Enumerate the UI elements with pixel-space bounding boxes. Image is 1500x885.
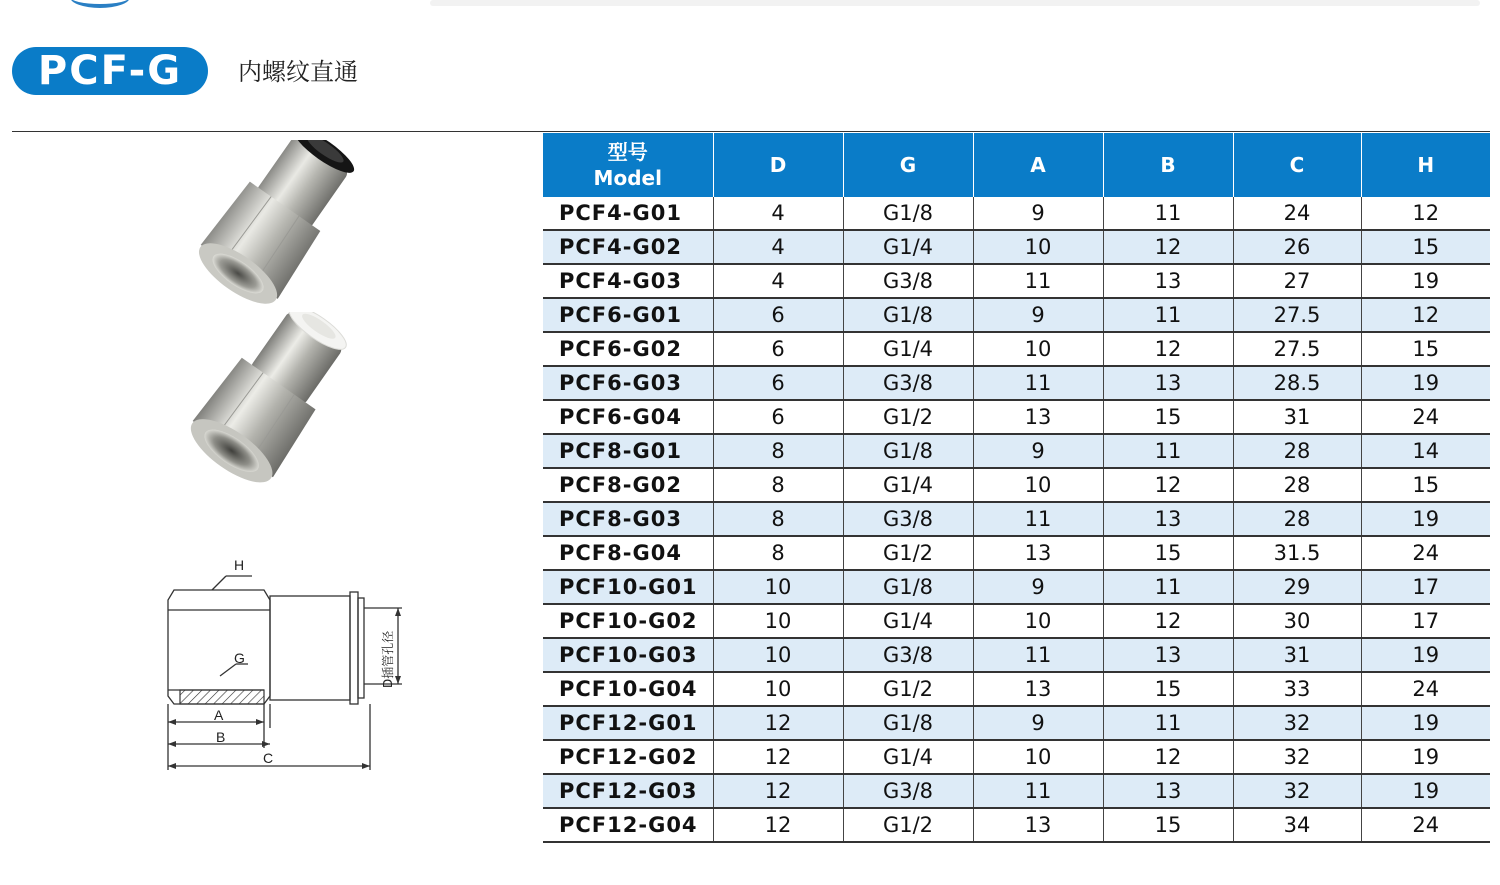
cell-h: 15: [1361, 332, 1490, 366]
col-g: G: [843, 133, 973, 197]
table-row: [543, 197, 1490, 230]
cell-b: 12: [1103, 230, 1233, 264]
cell-model: PCF6-G01: [543, 298, 713, 332]
table-row: [543, 638, 1490, 672]
label-h: H: [234, 557, 245, 573]
table-row: [543, 774, 1490, 808]
cell-model: PCF6-G02: [543, 332, 713, 366]
cell-g: G1/8: [843, 298, 973, 332]
cell-h: 15: [1361, 230, 1490, 264]
cell-d: 4: [713, 264, 843, 298]
cell-b: 11: [1103, 706, 1233, 740]
cell-a: 11: [973, 638, 1103, 672]
cell-b: 11: [1103, 197, 1233, 230]
cell-a: 11: [973, 264, 1103, 298]
cell-d: 8: [713, 502, 843, 536]
cell-model: PCF10-G01: [543, 570, 713, 604]
top-decor-bar: [430, 0, 1480, 6]
cell-c: 32: [1233, 740, 1361, 774]
cell-b: 12: [1103, 468, 1233, 502]
table-row: [543, 434, 1490, 468]
cell-b: 12: [1103, 740, 1233, 774]
cell-c: 31.5: [1233, 536, 1361, 570]
cell-b: 13: [1103, 366, 1233, 400]
label-g: G: [234, 650, 245, 666]
cell-c: 29: [1233, 570, 1361, 604]
cell-a: 11: [973, 502, 1103, 536]
cell-a: 13: [973, 808, 1103, 842]
table-row: [543, 672, 1490, 706]
cell-g: G1/8: [843, 434, 973, 468]
cell-model: PCF10-G04: [543, 672, 713, 706]
cell-c: 24: [1233, 197, 1361, 230]
cell-a: 13: [973, 400, 1103, 434]
cell-d: 4: [713, 230, 843, 264]
col-model-en: Model: [593, 166, 662, 190]
series-badge: PCF-G: [12, 47, 208, 95]
cell-d: 6: [713, 366, 843, 400]
cell-h: 19: [1361, 774, 1490, 808]
cell-d: 12: [713, 740, 843, 774]
cell-d: 6: [713, 332, 843, 366]
cell-model: PCF4-G01: [543, 197, 713, 230]
cell-g: G1/8: [843, 570, 973, 604]
table-row: [543, 740, 1490, 774]
table-row: [543, 400, 1490, 434]
cell-h: 19: [1361, 264, 1490, 298]
table-row: [543, 264, 1490, 298]
cell-a: 9: [973, 706, 1103, 740]
cell-d: 12: [713, 808, 843, 842]
cell-c: 27: [1233, 264, 1361, 298]
cell-d: 4: [713, 197, 843, 230]
cell-a: 11: [973, 366, 1103, 400]
cell-h: 15: [1361, 468, 1490, 502]
cell-b: 15: [1103, 808, 1233, 842]
cell-b: 13: [1103, 774, 1233, 808]
cell-g: G1/2: [843, 672, 973, 706]
table-row: [543, 706, 1490, 740]
cell-g: G3/8: [843, 366, 973, 400]
divider: [12, 131, 1490, 132]
cell-model: PCF8-G01: [543, 434, 713, 468]
cell-model: PCF8-G04: [543, 536, 713, 570]
cell-d: 6: [713, 298, 843, 332]
table-row: [543, 570, 1490, 604]
table-row: [543, 468, 1490, 502]
cell-a: 10: [973, 604, 1103, 638]
col-h: H: [1361, 133, 1490, 197]
cell-model: PCF12-G01: [543, 706, 713, 740]
cell-h: 19: [1361, 638, 1490, 672]
cell-h: 14: [1361, 434, 1490, 468]
col-c: C: [1233, 133, 1361, 197]
label-d: D插管孔径: [381, 630, 395, 688]
cell-c: 27.5: [1233, 298, 1361, 332]
table-row: [543, 298, 1490, 332]
cell-c: 27.5: [1233, 332, 1361, 366]
cell-h: 24: [1361, 672, 1490, 706]
dimension-drawing: [140, 548, 420, 778]
cell-model: PCF6-G04: [543, 400, 713, 434]
cell-g: G1/2: [843, 400, 973, 434]
cell-g: G3/8: [843, 774, 973, 808]
cell-a: 10: [973, 740, 1103, 774]
cell-g: G1/2: [843, 808, 973, 842]
cell-c: 28: [1233, 434, 1361, 468]
cell-c: 26: [1233, 230, 1361, 264]
table-row: [543, 366, 1490, 400]
col-d: D: [713, 133, 843, 197]
cell-g: G3/8: [843, 502, 973, 536]
cell-g: G1/8: [843, 706, 973, 740]
cell-d: 8: [713, 468, 843, 502]
cell-g: G1/4: [843, 604, 973, 638]
cell-g: G1/2: [843, 536, 973, 570]
label-c: C: [263, 750, 274, 766]
cell-h: 24: [1361, 808, 1490, 842]
cell-h: 12: [1361, 298, 1490, 332]
cell-d: 10: [713, 638, 843, 672]
cell-a: 13: [973, 672, 1103, 706]
label-b: B: [216, 729, 226, 745]
cell-b: 13: [1103, 502, 1233, 536]
cell-b: 12: [1103, 604, 1233, 638]
table-header-row: [543, 133, 1490, 197]
cell-c: 28.5: [1233, 366, 1361, 400]
label-a: A: [214, 707, 224, 723]
cell-c: 28: [1233, 502, 1361, 536]
cell-model: PCF12-G02: [543, 740, 713, 774]
cell-b: 11: [1103, 434, 1233, 468]
cell-model: PCF8-G02: [543, 468, 713, 502]
cell-b: 15: [1103, 400, 1233, 434]
cell-h: 19: [1361, 502, 1490, 536]
col-model: [543, 133, 713, 197]
cell-h: 17: [1361, 570, 1490, 604]
cell-h: 19: [1361, 366, 1490, 400]
cell-g: G3/8: [843, 264, 973, 298]
cell-model: PCF6-G03: [543, 366, 713, 400]
cell-d: 12: [713, 706, 843, 740]
cell-a: 10: [973, 332, 1103, 366]
cell-c: 30: [1233, 604, 1361, 638]
cell-a: 11: [973, 774, 1103, 808]
table-row: [543, 604, 1490, 638]
cell-model: PCF4-G02: [543, 230, 713, 264]
cell-a: 9: [973, 197, 1103, 230]
cell-c: 32: [1233, 774, 1361, 808]
cell-c: 31: [1233, 638, 1361, 672]
series-subtitle: 内螺纹直通: [238, 58, 358, 86]
cell-d: 12: [713, 774, 843, 808]
cell-b: 11: [1103, 298, 1233, 332]
cell-g: G1/4: [843, 230, 973, 264]
cell-g: G1/4: [843, 332, 973, 366]
table-row: [543, 332, 1490, 366]
cell-model: PCF4-G03: [543, 264, 713, 298]
spec-table-body: [543, 197, 1490, 842]
cell-model: PCF8-G03: [543, 502, 713, 536]
cell-a: 9: [973, 298, 1103, 332]
cell-a: 10: [973, 468, 1103, 502]
cell-h: 19: [1361, 740, 1490, 774]
cell-d: 6: [713, 400, 843, 434]
cell-model: PCF10-G03: [543, 638, 713, 672]
cell-h: 17: [1361, 604, 1490, 638]
cell-g: G1/8: [843, 197, 973, 230]
cell-d: 10: [713, 672, 843, 706]
cell-g: G3/8: [843, 638, 973, 672]
cell-a: 9: [973, 570, 1103, 604]
cell-d: 8: [713, 434, 843, 468]
table-row: [543, 230, 1490, 264]
cell-a: 13: [973, 536, 1103, 570]
cell-c: 32: [1233, 706, 1361, 740]
product-photo-white-collar: [150, 312, 365, 502]
cell-g: G1/4: [843, 740, 973, 774]
cell-d: 10: [713, 604, 843, 638]
spec-table: [543, 133, 1490, 843]
cell-b: 11: [1103, 570, 1233, 604]
cell-h: 12: [1361, 197, 1490, 230]
cell-model: PCF12-G03: [543, 774, 713, 808]
table-row: [543, 502, 1490, 536]
cell-h: 19: [1361, 706, 1490, 740]
cell-h: 24: [1361, 400, 1490, 434]
col-a: A: [973, 133, 1103, 197]
cell-c: 34: [1233, 808, 1361, 842]
col-b: B: [1103, 133, 1233, 197]
cell-a: 10: [973, 230, 1103, 264]
cell-c: 28: [1233, 468, 1361, 502]
cell-c: 33: [1233, 672, 1361, 706]
cell-b: 12: [1103, 332, 1233, 366]
cell-d: 8: [713, 536, 843, 570]
cell-h: 24: [1361, 536, 1490, 570]
cell-a: 9: [973, 434, 1103, 468]
table-row: [543, 808, 1490, 842]
cell-model: PCF10-G02: [543, 604, 713, 638]
cell-b: 15: [1103, 672, 1233, 706]
cell-b: 13: [1103, 638, 1233, 672]
col-model-cn: 型号: [607, 140, 648, 164]
cell-model: PCF12-G04: [543, 808, 713, 842]
cell-c: 31: [1233, 400, 1361, 434]
table-row: [543, 536, 1490, 570]
cell-b: 15: [1103, 536, 1233, 570]
logo-fragment: [70, 0, 130, 8]
cell-b: 13: [1103, 264, 1233, 298]
product-photo-black-collar: [160, 140, 370, 325]
cell-d: 10: [713, 570, 843, 604]
cell-g: G1/4: [843, 468, 973, 502]
